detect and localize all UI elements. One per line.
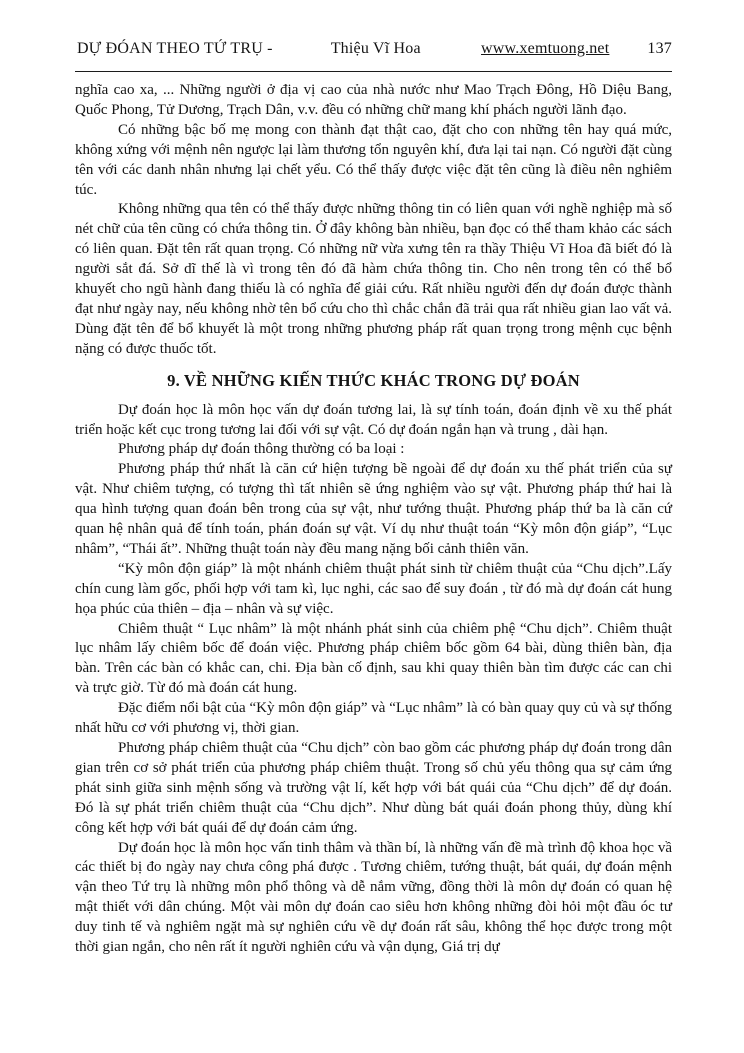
section-heading: 9. VỀ NHỮNG KIẾN THỨC KHÁC TRONG DỰ ĐOÁN xyxy=(167,370,580,390)
website-link[interactable]: www.xemtuong.net xyxy=(481,40,610,57)
paragraph: Phương pháp chiêm thuật của “Chu dịch” còn bao gồm các phương pháp dự đoán trong dân gian trên cơ sở phát triển của phương pháp chiêm thuật. Trong số chủ yếu thông qua sự cảm ứng phát sinh giữa sinh mệnh sống và trường vật lí, kết hợp với bát quái của “Chu dịch” để dự đoán. Đó là sự phát triển chiêm thuật của “Chu dịch”. Như dùng bát quái đoán phong thủy, dùng khí công kết hợp với bát quái để dự đoán cảm ứng. xyxy=(75,740,672,836)
paragraph: Phương pháp thứ nhất là căn cứ hiện tượng bề ngoài để dự đoán xu thế phát triển của sự vật. Như chiêm tượng, có tượng thì tất nhiên sẽ ứng nghiệm vào sự vật. Phương pháp thứ hai là qua hình tượng quan đoán bên trong của sự vật, như tướng thuật. Phương pháp thứ ba là căn cứ quan hệ nhân quả để tính toán, phán đoán sự vật. Ví dụ như thuật toán “Kỳ môn độn giáp”, “Lục nhâm”, “Thái ất”. Những thuật toán này đều mang nặng bối cảnh thiên văn. xyxy=(75,461,672,557)
page-body xyxy=(75,81,672,958)
book-title: DỰ ĐÓAN THEO TỨ TRỤ - xyxy=(77,40,273,57)
paragraph: “Kỳ môn độn giáp” là một nhánh chiêm thuật phát sinh từ chiêm thuật của “Chu dịch”.Lấy chín cung làm gốc, phối hợp với tam kì, lục nghi, các sao để suy đoán , từ đó mà dự đoán cát hung họa phúc của thiên – địa – nhân và sự việc. xyxy=(75,560,672,617)
author-name: Thiệu Vĩ Hoa xyxy=(330,40,421,57)
paragraph: Đặc điểm nổi bật của “Kỳ môn độn giáp” và “Lục nhâm” là có bàn quay quy củ và sự thống nhất hữu cơ với phương vị, thời gian. xyxy=(75,700,672,737)
paragraph: Dự đoán học là môn học vấn dự đoán tương lai, là sự tính toán, đoán định về xu thế phát triển hoặc kết cục trong tương lai đối với sự vật. Có dự đoán ngắn hạn và trung , dài hạn. xyxy=(75,401,672,438)
paragraph: Dự đoán học là môn học vấn tinh thâm và thần bí, là những vấn đề mà trình độ khoa học vầ các thiết bị đo ngày nay chưa công phá được . Tương chiêm, tướng thuật, bát quái, dự đoán mệnh vận theo Tứ trụ là những môn phổ thông và dễ nắm vững, đồng thời là môn dự đoán có quan hệ mật thiết với dân chúng. Một vài môn dự đoán cao siêu hơn không những đòi hỏi một đầu óc tư duy tinh tế và nghiêm ngặt mà sự nghiên cứu về dự đoán rất sâu, không thể học được trong một thời gian ngắn, cho nên rất ít người nghiên cứu và vận dụng, Giá trị dự xyxy=(75,839,672,956)
page-header xyxy=(75,40,672,72)
paragraph: Không những qua tên có thể thấy được những thông tin có liên quan với nghề nghiệp mà số nét chữ của tên cũng có chứa thông tin. Ở đây không bàn nhiều, bạn đọc có thể tham khảo các sách có liên quan. Đặt tên rất quan trọng. Có những nữ vừa xưng tên ra thầy Thiệu Vĩ Hoa đã biết đó là người sắt đá. Sở dĩ thế là vì trong tên đó đã hàm chứa thông tin. Cho nên trong tên có thể bổ khuyết cho ngũ hành đang thiếu là có nghĩa để giải cứu. Rất nhiều người đến dự đoán được thành đạt như ngày nay, nếu không nhờ tên bổ cứu cho thì chắc chắn đã trải qua rất nhiều gian lao vất vả. Dùng đặt tên để bổ khuyết là một trong những phương pháp rất quan trọng trong mệnh cục bệnh nặng có được thuốc tốt. xyxy=(75,201,672,357)
paragraph: Phương pháp dự đoán thông thường có ba loại : xyxy=(118,441,405,458)
paragraph: nghĩa cao xa, ... Những người ở địa vị cao của nhà nước như Mao Trạch Đông, Hồ Diệu Bang, Quốc Phong, Tử Dương, Trạch Dân, v.v. đều có những chữ mang khí phách người lãnh đạo. xyxy=(75,82,672,118)
page-number: 137 xyxy=(647,40,672,57)
paragraph: Chiêm thuật “ Lục nhâm” là một nhánh phát sinh của chiêm phệ “Chu dịch”. Chiêm thuật lục nhâm lấy chiêm bốc để đoán việc. Phương pháp chiêm bốc gồm 64 bài, dùng thiên bàn, địa bàn. Trên các bàn có khắc can, chi. Địa bàn cố định, sau khi quay thiên bàn tìm được các can chi và trực giờ. Từ đó mà đoán cát hung. xyxy=(75,620,672,697)
paragraph: Có những bậc bố mẹ mong con thành đạt thật cao, đặt cho con những tên hay quá mức, không xứng với mệnh nên ngược lại làm thương tổn nguyên khí, đưa lại tai nạn. Có người đặt cùng tên với các danh nhân nhưng lại chết yểu. Có thể thấy được việc đặt tên cũng là điều nên nghiêm túc. xyxy=(75,121,672,198)
